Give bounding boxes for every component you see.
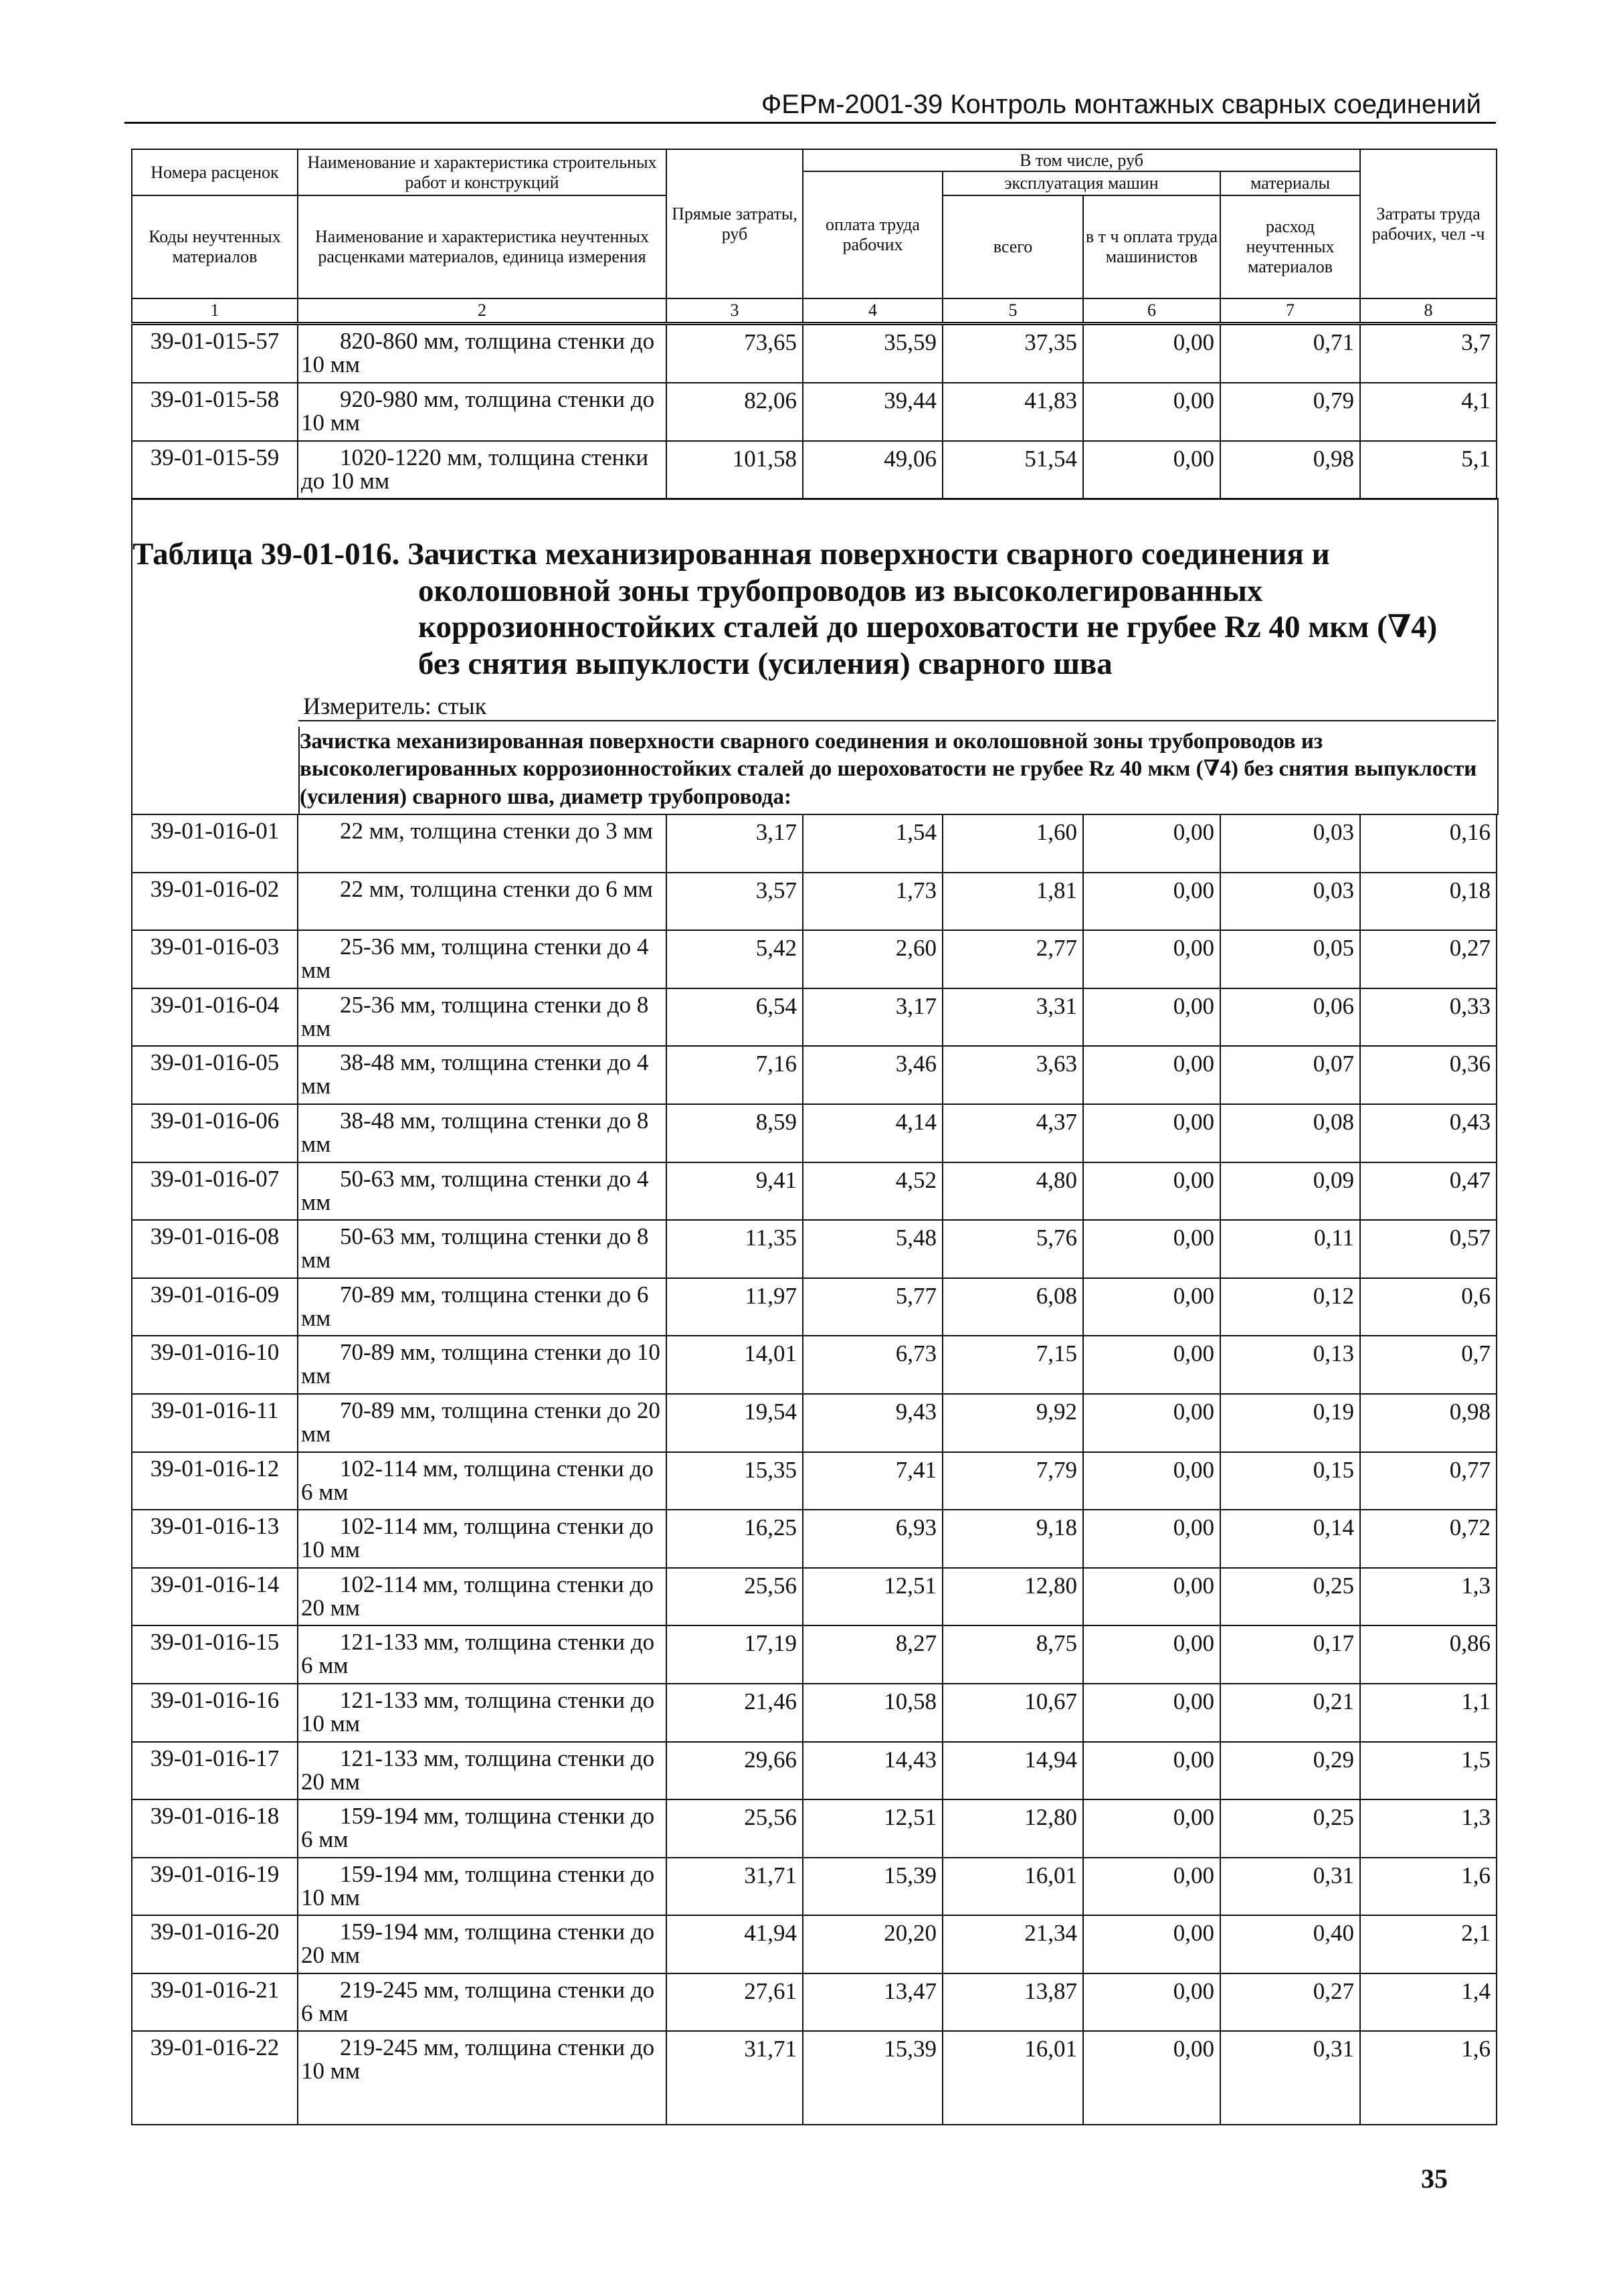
machinists-wages-value: 0,00: [1083, 1278, 1220, 1336]
wages-value: 3,17: [803, 988, 943, 1047]
labor-costs-value: 0,43: [1360, 1104, 1497, 1162]
machines-value: 6,08: [943, 1278, 1083, 1336]
rate-code: 39-01-015-57: [132, 325, 298, 383]
machines-value: 14,94: [943, 1742, 1083, 1800]
table-row: [132, 1104, 1497, 1162]
machinists-wages-value: 0,00: [1083, 441, 1220, 499]
direct-costs-value: 31,71: [666, 1858, 803, 1916]
wages-value: 49,06: [803, 441, 943, 499]
machines-value: 9,92: [943, 1394, 1083, 1452]
materials-value: 0,21: [1220, 1684, 1360, 1742]
rate-code: 39-01-016-02: [132, 873, 298, 931]
wages-value: 7,41: [803, 1452, 943, 1510]
col-number: 2: [298, 298, 666, 323]
direct-costs-value: 17,19: [666, 1625, 803, 1684]
work-description: 102-114 мм, толщина стенки до 10 мм: [298, 1510, 666, 1568]
rate-code: 39-01-016-01: [132, 814, 298, 873]
materials-value: 0,07: [1220, 1046, 1360, 1104]
wages-value: 10,58: [803, 1684, 943, 1742]
col-machines: эксплуатация машин: [943, 171, 1220, 195]
work-description: 820-860 мм, толщина стенки до 10 мм: [298, 325, 666, 383]
materials-value: 0,05: [1220, 930, 1360, 988]
running-header: [124, 88, 1496, 124]
rate-code: 39-01-016-17: [132, 1742, 298, 1800]
table-row: [132, 814, 1497, 873]
work-description: 159-194 мм, толщина стенки до 10 мм: [298, 1858, 666, 1916]
rate-code: 39-01-015-58: [132, 383, 298, 441]
table-row: [132, 1568, 1497, 1626]
labor-costs-value: 0,18: [1360, 873, 1497, 931]
labor-costs-value: 3,7: [1360, 325, 1497, 383]
table-row: [132, 1625, 1497, 1684]
machines-value: 21,34: [943, 1915, 1083, 1973]
rate-code: 39-01-016-13: [132, 1510, 298, 1568]
materials-value: 0,19: [1220, 1394, 1360, 1452]
col-code-bottom: Коды неучтенных материалов: [132, 195, 298, 298]
work-description: 50-63 мм, толщина стенки до 4 мм: [298, 1162, 666, 1221]
table-016-description-row: [131, 727, 1499, 815]
work-description: 70-89 мм, толщина стенки до 6 мм: [298, 1278, 666, 1336]
direct-costs-value: 8,59: [666, 1104, 803, 1162]
labor-costs-value: 4,1: [1360, 383, 1497, 441]
col-machinists-wages: в т ч оплата труда машинистов: [1083, 195, 1220, 298]
table-row: [132, 1510, 1497, 1568]
wages-value: 6,73: [803, 1336, 943, 1394]
wages-value: 15,39: [803, 2031, 943, 2125]
table-row: [132, 383, 1497, 441]
direct-costs-value: 27,61: [666, 1973, 803, 2032]
machines-value: 1,60: [943, 814, 1083, 873]
wages-value: 2,60: [803, 930, 943, 988]
col-number: 4: [803, 298, 943, 323]
materials-value: 0,09: [1220, 1162, 1360, 1221]
table-row: [132, 1220, 1497, 1278]
page-number: 35: [1421, 2163, 1448, 2194]
work-description: 159-194 мм, толщина стенки до 6 мм: [298, 1799, 666, 1858]
labor-costs-value: 0,16: [1360, 814, 1497, 873]
materials-value: 0,17: [1220, 1625, 1360, 1684]
labor-costs-value: 2,1: [1360, 1915, 1497, 1973]
labor-costs-value: 1,6: [1360, 1858, 1497, 1916]
table-row: [132, 1858, 1497, 1916]
direct-costs-value: 15,35: [666, 1452, 803, 1510]
machinists-wages-value: 0,00: [1083, 1684, 1220, 1742]
rate-code: 39-01-016-22: [132, 2031, 298, 2125]
materials-value: 0,11: [1220, 1220, 1360, 1278]
direct-costs-value: 6,54: [666, 988, 803, 1047]
col-number: 8: [1360, 298, 1497, 323]
materials-value: 0,98: [1220, 441, 1360, 499]
materials-value: 0,08: [1220, 1104, 1360, 1162]
work-description: 70-89 мм, толщина стенки до 10 мм: [298, 1336, 666, 1394]
direct-costs-value: 9,41: [666, 1162, 803, 1221]
machines-value: 12,80: [943, 1568, 1083, 1626]
materials-value: 0,03: [1220, 814, 1360, 873]
direct-costs-value: 21,46: [666, 1684, 803, 1742]
machines-value: 3,31: [943, 988, 1083, 1047]
labor-costs-value: 0,33: [1360, 988, 1497, 1047]
machinists-wages-value: 0,00: [1083, 1915, 1220, 1973]
machines-value: 41,83: [943, 383, 1083, 441]
direct-costs-value: 73,65: [666, 325, 803, 383]
wages-value: 4,52: [803, 1162, 943, 1221]
materials-value: 0,03: [1220, 873, 1360, 931]
machines-value: 4,80: [943, 1162, 1083, 1221]
work-description: 22 мм, толщина стенки до 3 мм: [298, 814, 666, 873]
machines-value: 16,01: [943, 1858, 1083, 1916]
wages-value: 3,46: [803, 1046, 943, 1104]
col-direct-costs: Прямые затраты, руб: [666, 149, 803, 298]
table-row: [132, 1799, 1497, 1858]
table-row: [132, 1452, 1497, 1510]
table-row: [132, 1973, 1497, 2032]
machinists-wages-value: 0,00: [1083, 930, 1220, 988]
work-description: 50-63 мм, толщина стенки до 8 мм: [298, 1220, 666, 1278]
table-016-heading: [131, 498, 1499, 728]
machines-value: 3,63: [943, 1046, 1083, 1104]
machines-value: 10,67: [943, 1684, 1083, 1742]
table-016-description: Зачистка механизированная поверхности сварного соединения и околошовной зоны трубопроводов из высоколегированных коррозионностойких сталей до шероховатости не грубее Rz 40 мкм (∇4) без снятия выпуклости (усиления) сварного шва, диаметр трубопровода:: [300, 729, 1477, 809]
machinists-wages-value: 0,00: [1083, 1973, 1220, 2032]
col-including: В том числе, руб: [803, 149, 1360, 171]
labor-costs-value: 0,77: [1360, 1452, 1497, 1510]
direct-costs-value: 82,06: [666, 383, 803, 441]
labor-costs-value: 1,1: [1360, 1684, 1497, 1742]
table-row: [132, 1336, 1497, 1394]
machinists-wages-value: 0,00: [1083, 1162, 1220, 1221]
machinists-wages-value: 0,00: [1083, 1046, 1220, 1104]
wages-value: 4,14: [803, 1104, 943, 1162]
labor-costs-value: 1,5: [1360, 1742, 1497, 1800]
machinists-wages-value: 0,00: [1083, 1452, 1220, 1510]
machinists-wages-value: 0,00: [1083, 2031, 1220, 2125]
work-description: 102-114 мм, толщина стенки до 6 мм: [298, 1452, 666, 1510]
col-number: 3: [666, 298, 803, 323]
table-row: [132, 988, 1497, 1047]
divider: [298, 720, 1496, 721]
machines-value: 7,15: [943, 1336, 1083, 1394]
materials-value: 0,40: [1220, 1915, 1360, 1973]
work-description: 920-980 мм, толщина стенки до 10 мм: [298, 383, 666, 441]
direct-costs-value: 3,57: [666, 873, 803, 931]
machines-value: 8,75: [943, 1625, 1083, 1684]
work-description: 102-114 мм, толщина стенки до 20 мм: [298, 1568, 666, 1626]
col-number: 1: [132, 298, 298, 323]
machinists-wages-value: 0,00: [1083, 1220, 1220, 1278]
materials-value: 0,14: [1220, 1510, 1360, 1568]
rate-code: 39-01-016-06: [132, 1104, 298, 1162]
table-row: [132, 1684, 1497, 1742]
labor-costs-value: 0,72: [1360, 1510, 1497, 1568]
work-description: 25-36 мм, толщина стенки до 8 мм: [298, 988, 666, 1047]
wages-value: 5,77: [803, 1278, 943, 1336]
materials-value: 0,31: [1220, 1858, 1360, 1916]
direct-costs-value: 11,35: [666, 1220, 803, 1278]
work-description: 22 мм, толщина стенки до 6 мм: [298, 873, 666, 931]
rate-code: 39-01-016-03: [132, 930, 298, 988]
wages-value: 8,27: [803, 1625, 943, 1684]
machines-value: 9,18: [943, 1510, 1083, 1568]
machinists-wages-value: 0,00: [1083, 873, 1220, 931]
direct-costs-value: 7,16: [666, 1046, 803, 1104]
labor-costs-value: 0,36: [1360, 1046, 1497, 1104]
table-016-title: Таблица 39-01-016. Зачистка механизированная поверхности сварного соединения и околошовной зоны трубопроводов из высоколегированных коррозионностойких сталей до шероховатости не грубее Rz 40 мкм (∇4) без снятия выпуклости (усиления) сварного шва: [132, 537, 1438, 681]
col-code-top: Номера расценок: [132, 149, 298, 195]
col-unaccounted-materials: расход неучтенных материалов: [1220, 195, 1360, 298]
labor-costs-value: 0,47: [1360, 1162, 1497, 1221]
direct-costs-value: 14,01: [666, 1336, 803, 1394]
machines-value: 4,37: [943, 1104, 1083, 1162]
direct-costs-value: 25,56: [666, 1799, 803, 1858]
machinists-wages-value: 0,00: [1083, 814, 1220, 873]
table-row: [132, 873, 1497, 931]
materials-value: 0,31: [1220, 2031, 1360, 2125]
rate-code: 39-01-016-04: [132, 988, 298, 1047]
machinists-wages-value: 0,00: [1083, 1625, 1220, 1684]
rate-code: 39-01-016-05: [132, 1046, 298, 1104]
direct-costs-value: 101,58: [666, 441, 803, 499]
materials-value: 0,29: [1220, 1742, 1360, 1800]
work-description: 1020-1220 мм, толщина стенки до 10 мм: [298, 441, 666, 499]
machinists-wages-value: 0,00: [1083, 988, 1220, 1047]
rates-table-015: [131, 324, 1497, 500]
work-description: 159-194 мм, толщина стенки до 20 мм: [298, 1915, 666, 1973]
materials-value: 0,25: [1220, 1568, 1360, 1626]
labor-costs-value: 0,98: [1360, 1394, 1497, 1452]
table-row: [132, 441, 1497, 499]
labor-costs-value: 1,3: [1360, 1568, 1497, 1626]
col-number: 6: [1083, 298, 1220, 323]
wages-value: 35,59: [803, 325, 943, 383]
machines-value: 5,76: [943, 1220, 1083, 1278]
labor-costs-value: 1,6: [1360, 2031, 1497, 2125]
wages-value: 14,43: [803, 1742, 943, 1800]
work-description: 38-48 мм, толщина стенки до 8 мм: [298, 1104, 666, 1162]
rates-table-016: [131, 814, 1497, 2125]
column-header-table: [131, 149, 1497, 323]
col-name-bottom: Наименование и характеристика неучтенных расценками материалов, единица измерения: [298, 195, 666, 298]
labor-costs-value: 1,3: [1360, 1799, 1497, 1858]
rate-code: 39-01-016-15: [132, 1625, 298, 1684]
wages-value: 39,44: [803, 383, 943, 441]
rate-code: 39-01-016-18: [132, 1799, 298, 1858]
col-number: 5: [943, 298, 1083, 323]
direct-costs-value: 31,71: [666, 2031, 803, 2125]
labor-costs-value: 1,4: [1360, 1973, 1497, 2032]
table-row: [132, 1394, 1497, 1452]
wages-value: 20,20: [803, 1915, 943, 1973]
machines-value: 7,79: [943, 1452, 1083, 1510]
labor-costs-value: 0,7: [1360, 1336, 1497, 1394]
materials-value: 0,15: [1220, 1452, 1360, 1510]
running-header-title: ФЕРм-2001-39 Контроль монтажных сварных соединений: [761, 90, 1481, 119]
col-materials: материалы: [1220, 171, 1360, 195]
work-description: 121-133 мм, толщина стенки до 10 мм: [298, 1684, 666, 1742]
rate-code: 39-01-016-08: [132, 1220, 298, 1278]
rate-code: 39-01-016-09: [132, 1278, 298, 1336]
rate-code: 39-01-016-16: [132, 1684, 298, 1742]
col-labor-costs: Затраты труда рабочих, чел -ч: [1360, 149, 1497, 298]
materials-value: 0,13: [1220, 1336, 1360, 1394]
wages-value: 5,48: [803, 1220, 943, 1278]
rate-code: 39-01-016-12: [132, 1452, 298, 1510]
labor-costs-value: 0,86: [1360, 1625, 1497, 1684]
direct-costs-value: 41,94: [666, 1915, 803, 1973]
work-description: 70-89 мм, толщина стенки до 20 мм: [298, 1394, 666, 1452]
labor-costs-value: 0,6: [1360, 1278, 1497, 1336]
machinists-wages-value: 0,00: [1083, 1858, 1220, 1916]
wages-value: 9,43: [803, 1394, 943, 1452]
labor-costs-value: 0,27: [1360, 930, 1497, 988]
wages-value: 12,51: [803, 1568, 943, 1626]
direct-costs-value: 5,42: [666, 930, 803, 988]
work-description: 25-36 мм, толщина стенки до 4 мм: [298, 930, 666, 988]
work-description: 38-48 мм, толщина стенки до 4 мм: [298, 1046, 666, 1104]
wages-value: 12,51: [803, 1799, 943, 1858]
table-row: [132, 1046, 1497, 1104]
rate-code: 39-01-016-11: [132, 1394, 298, 1452]
machinists-wages-value: 0,00: [1083, 1742, 1220, 1800]
wages-value: 13,47: [803, 1973, 943, 2032]
rate-code: 39-01-016-20: [132, 1915, 298, 1973]
table-row: [132, 930, 1497, 988]
direct-costs-value: 19,54: [666, 1394, 803, 1452]
machines-value: 12,80: [943, 1799, 1083, 1858]
column-numbers-row: [132, 298, 1497, 323]
rate-code: 39-01-016-21: [132, 1973, 298, 2032]
machinists-wages-value: 0,00: [1083, 1510, 1220, 1568]
table-row: [132, 1278, 1497, 1336]
rate-code: 39-01-016-10: [132, 1336, 298, 1394]
materials-value: 0,27: [1220, 1973, 1360, 2032]
machinists-wages-value: 0,00: [1083, 1336, 1220, 1394]
machinists-wages-value: 0,00: [1083, 383, 1220, 441]
machines-value: 1,81: [943, 873, 1083, 931]
wages-value: 15,39: [803, 1858, 943, 1916]
work-description: 121-133 мм, толщина стенки до 20 мм: [298, 1742, 666, 1800]
machinists-wages-value: 0,00: [1083, 1799, 1220, 1858]
measure-unit: Измеритель: стык: [303, 693, 487, 719]
machines-value: 51,54: [943, 441, 1083, 499]
labor-costs-value: 5,1: [1360, 441, 1497, 499]
labor-costs-value: 0,57: [1360, 1220, 1497, 1278]
direct-costs-value: 29,66: [666, 1742, 803, 1800]
table-row: [132, 325, 1497, 383]
direct-costs-value: 3,17: [666, 814, 803, 873]
work-description: 121-133 мм, толщина стенки до 6 мм: [298, 1625, 666, 1684]
machinists-wages-value: 0,00: [1083, 1568, 1220, 1626]
materials-value: 0,12: [1220, 1278, 1360, 1336]
machinists-wages-value: 0,00: [1083, 1104, 1220, 1162]
machines-value: 16,01: [943, 2031, 1083, 2125]
materials-value: 0,79: [1220, 383, 1360, 441]
machinists-wages-value: 0,00: [1083, 325, 1220, 383]
work-description: 219-245 мм, толщина стенки до 10 мм: [298, 2031, 666, 2125]
rate-code: 39-01-016-14: [132, 1568, 298, 1626]
machines-value: 13,87: [943, 1973, 1083, 2032]
materials-value: 0,25: [1220, 1799, 1360, 1858]
rate-code: 39-01-016-07: [132, 1162, 298, 1221]
col-number: 7: [1220, 298, 1360, 323]
table-row: [132, 1915, 1497, 1973]
col-machines-total: всего: [943, 195, 1083, 298]
direct-costs-value: 16,25: [666, 1510, 803, 1568]
wages-value: 1,73: [803, 873, 943, 931]
table-row: [132, 2031, 1497, 2125]
machinists-wages-value: 0,00: [1083, 1394, 1220, 1452]
table-row: [132, 1162, 1497, 1221]
direct-costs-value: 25,56: [666, 1568, 803, 1626]
materials-value: 0,71: [1220, 325, 1360, 383]
rate-code: 39-01-016-19: [132, 1858, 298, 1916]
table-row: [132, 1742, 1497, 1800]
machines-value: 37,35: [943, 325, 1083, 383]
wages-value: 6,93: [803, 1510, 943, 1568]
materials-value: 0,06: [1220, 988, 1360, 1047]
wages-value: 1,54: [803, 814, 943, 873]
col-wages: оплата труда рабочих: [803, 171, 943, 298]
rate-code: 39-01-015-59: [132, 441, 298, 499]
col-name-top: Наименование и характеристика строительных работ и конструкций: [298, 149, 666, 195]
direct-costs-value: 11,97: [666, 1278, 803, 1336]
work-description: 219-245 мм, толщина стенки до 6 мм: [298, 1973, 666, 2032]
machines-value: 2,77: [943, 930, 1083, 988]
